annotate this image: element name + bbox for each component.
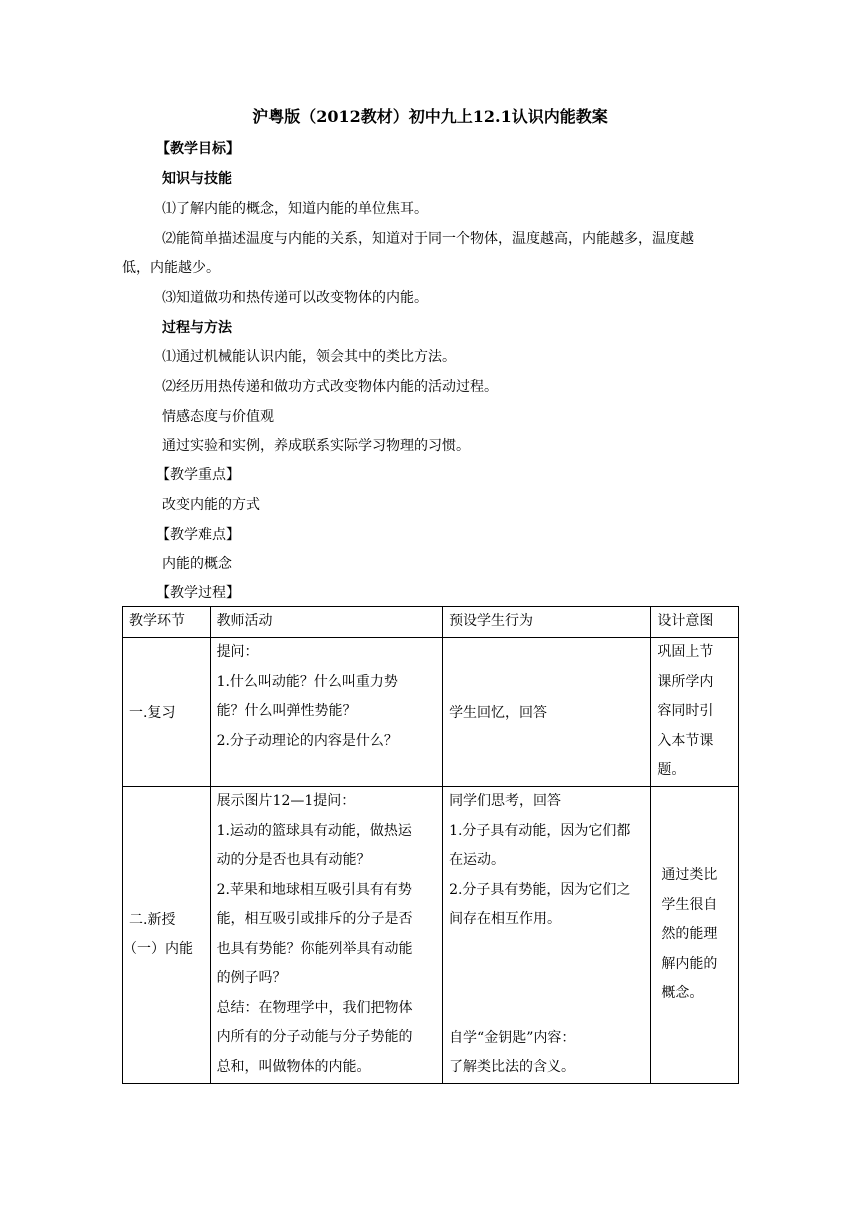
row1-stage-text: 一.复习 [129, 705, 176, 721]
row2-intent-line: 通过类比 [661, 867, 718, 884]
row2-intent-line: 然的能理 [661, 926, 718, 943]
row2-student-line: 了解类比法的含义。 [449, 1059, 576, 1075]
table-row [123, 638, 739, 787]
row2-intent-line: 概念。 [661, 985, 704, 1002]
row1-intent-line: 课所学内 [657, 673, 714, 690]
knowledge-item-3: ⑶知道做功和热传递可以改变物体的内能。 [162, 290, 428, 306]
row2-teacher-line: 也具有势能？你能列举具有动能 [216, 940, 413, 957]
row1-teacher-line: 1.什么叫动能？什么叫重力势 [216, 673, 398, 690]
row1-intent-line: 容同时引 [657, 703, 714, 719]
row2-student-line: 自学“金钥匙”内容： [449, 1029, 576, 1046]
row2-student-line: 同学们思考，回答 [449, 793, 562, 809]
row2-teacher-line: 2.苹果和地球相互吸引具有有势 [216, 881, 412, 898]
row2-teacher-line: 展示图片12—1提问： [216, 793, 356, 809]
row2-teacher-line: 能，相互吸引或排斥的分子是否 [216, 911, 413, 927]
row2-teacher-line: 总结：在物理学中，我们把物体 [216, 999, 413, 1016]
row2-student-spacer [449, 935, 644, 1024]
difficulties-text: 内能的概念 [162, 556, 232, 572]
row1-teacher-line: 提问： [216, 644, 259, 660]
header-teacher: 教师活动 [210, 607, 443, 638]
knowledge-item-1: ⑴了解内能的概念，知道内能的单位焦耳。 [162, 201, 428, 217]
row1-teacher-line: 能？什么叫弹性势能？ [216, 703, 357, 719]
row2-student-line: 间存在相互作用。 [449, 911, 562, 927]
heading-process-method: 过程与方法 [162, 320, 232, 336]
row1-teacher-line: 2.分子动理论的内容是什么？ [216, 732, 398, 749]
row2-student-line: 2.分子具有势能，因为它们之 [449, 881, 631, 898]
row1-teacher [210, 638, 443, 787]
heading-knowledge-skills: 知识与技能 [162, 171, 232, 187]
key-points-text: 改变内能的方式 [162, 497, 260, 513]
row2-teacher-line: 总和，叫做物体的内能。 [216, 1058, 371, 1075]
row2-student-line: 在运动。 [449, 852, 506, 868]
process-item-1: ⑴通过机械能认识内能，领会其中的类比方法。 [162, 349, 456, 365]
row1-student-text: 学生回忆，回答 [449, 705, 548, 721]
row2-teacher-line: 内所有的分子动能与分子势能的 [216, 1029, 413, 1045]
row2-teacher-line: 动的分是否也具有动能？ [216, 852, 371, 868]
heading-teaching-process: 【教学过程】 [156, 585, 240, 601]
row2-student [443, 787, 651, 1084]
header-stage: 教学环节 [123, 607, 211, 638]
header-intent: 设计意图 [651, 607, 739, 638]
emotion-item: 通过实验和实例，养成联系实际学习物理的习惯。 [162, 438, 470, 454]
row1-student [443, 638, 651, 787]
row1-intent [651, 638, 739, 787]
row1-stage [123, 638, 211, 787]
row2-teacher-line: 1.运动的篮球具有动能，做热运 [216, 822, 412, 839]
knowledge-item-2: ⑵能简单描述温度与内能的关系，知道对于同一个物体，温度越高，内能越多，温度越 [162, 231, 694, 247]
heading-teaching-goals: 【教学目标】 [156, 141, 240, 157]
row2-intent-line: 学生很自 [661, 896, 718, 913]
row2-teacher [210, 787, 443, 1084]
row2-teacher-line: 的例子吗？ [216, 970, 287, 986]
row2-intent [651, 787, 739, 1084]
row1-intent-line: 题。 [657, 762, 686, 778]
row2-stage-line: 二.新授 [129, 912, 176, 928]
heading-emotion-values: 情感态度与价值观 [162, 409, 274, 425]
lesson-table [122, 606, 739, 1084]
row2-stage-line: （一）内能 [123, 941, 193, 957]
row2-stage [123, 787, 211, 1084]
heading-difficulties: 【教学难点】 [156, 527, 240, 543]
table-row [123, 787, 739, 1084]
row2-intent-line: 解内能的 [661, 955, 718, 972]
knowledge-item-2-cont: 低，内能越少。 [122, 260, 220, 276]
heading-key-points: 【教学重点】 [156, 467, 240, 483]
row2-student-line: 1.分子具有动能，因为它们都 [449, 822, 631, 839]
row1-intent-line: 巩固上节 [657, 644, 714, 660]
row1-intent-line: 入本节课 [657, 732, 714, 749]
process-item-2: ⑵经历用热传递和做功方式改变物体内能的活动过程。 [162, 379, 498, 395]
document-title: 沪粤版（2012教材）初中九上12.1认识内能教案 [252, 107, 608, 126]
table-header-row [123, 607, 739, 638]
header-student: 预设学生行为 [443, 607, 651, 638]
